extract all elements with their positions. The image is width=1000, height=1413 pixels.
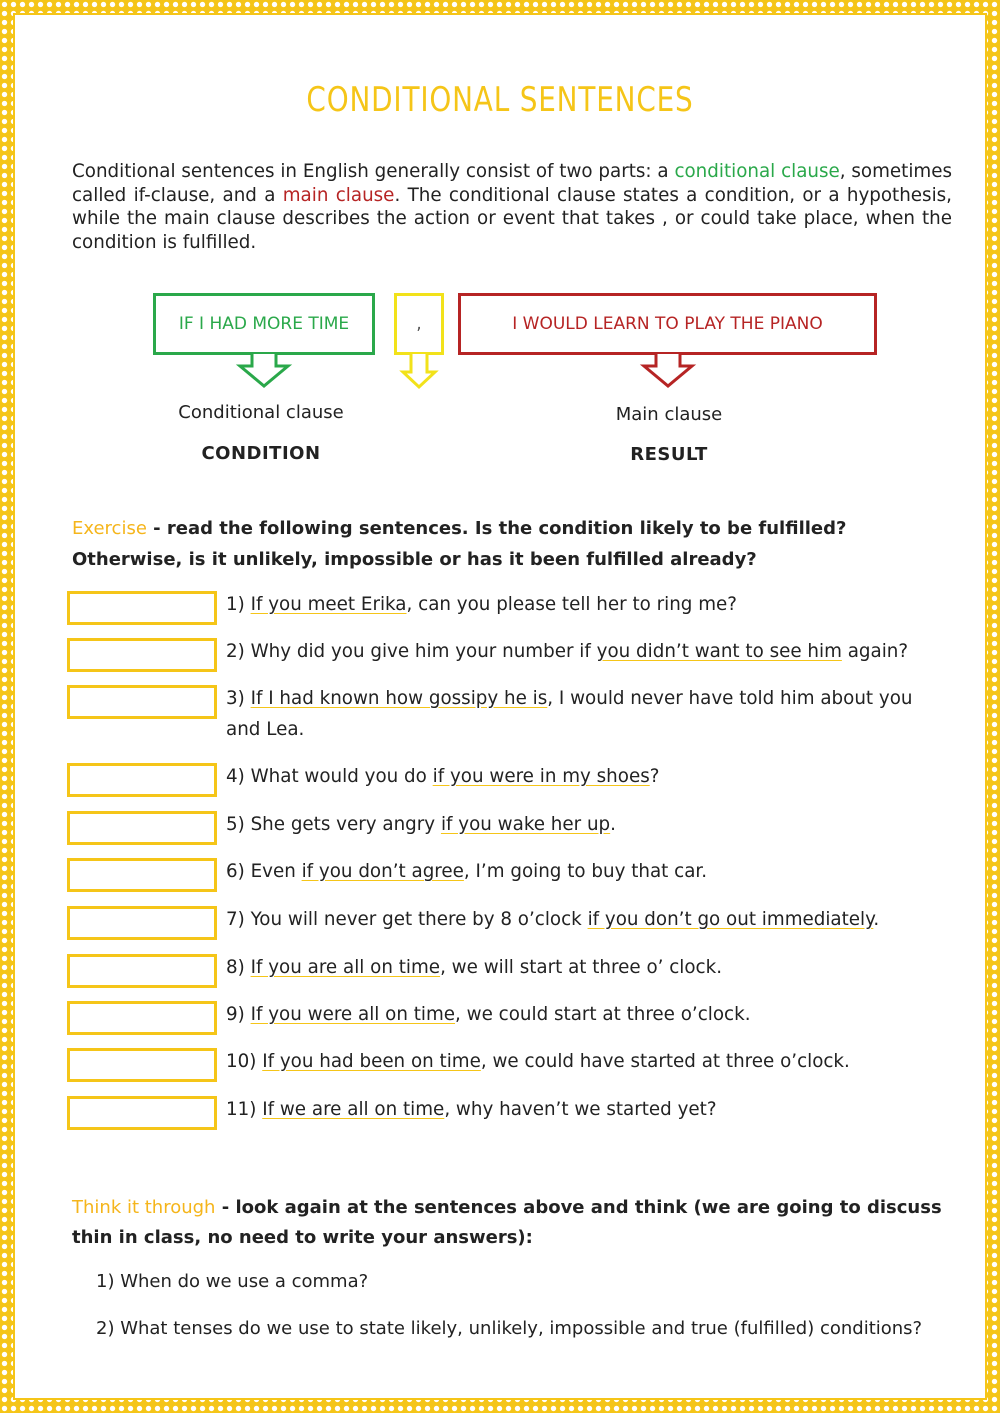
sentence-text: 8) — [226, 957, 251, 978]
condition-box: IF I HAD MORE TIME — [153, 293, 375, 355]
sentence-text: . — [610, 814, 616, 835]
sentence-text: 1) — [226, 594, 251, 615]
sentence-text: , we will start at three o’ clock. — [440, 957, 723, 978]
answer-input-11[interactable] — [67, 1096, 217, 1130]
sentence-text: , I’m going to buy that car. — [463, 861, 708, 882]
think-instruction-text: - look again at the sentences above and think (we are going to discuss thin in class, no need to write your answers): — [72, 1197, 942, 1248]
conditional-clause-label: Conditional clause — [178, 402, 344, 423]
intro-text-1: Conditional sentences in English generally consist of two parts: a — [72, 161, 675, 182]
exercise-sentence-7 — [226, 904, 946, 935]
think-question-1: 1) When do we use a comma? — [96, 1271, 369, 1292]
sentence-text: ? — [649, 766, 660, 787]
red-down-arrow-icon — [644, 354, 692, 386]
exercise-label: Exercise — [72, 518, 147, 539]
sentence-text: , why haven’t we started yet? — [444, 1099, 717, 1120]
answer-input-10[interactable] — [67, 1048, 217, 1082]
if-clause-underlined: If we are all on time — [262, 1099, 445, 1120]
answer-input-4[interactable] — [67, 763, 217, 797]
if-clause-underlined: If you meet Erika — [250, 594, 407, 615]
result-caps-label: RESULT — [630, 444, 708, 465]
if-clause-underlined: If you had been on time — [262, 1051, 481, 1072]
conditional-clause-term: conditional clause — [674, 161, 840, 182]
sentence-text: 2) Why did you give him your number if — [226, 641, 597, 662]
sentence-text: , we could start at three o’clock. — [455, 1004, 751, 1025]
condition-caps-label: CONDITION — [201, 443, 321, 464]
think-question-2: 2) What tenses do we use to state likely, unlikely, impossible and true (fulfilled) conditions? — [96, 1318, 923, 1339]
exercise-sentence-2 — [226, 636, 946, 667]
exercise-sentence-8 — [226, 952, 946, 983]
intro-text-2: , sometimes called if-clause, and a — [72, 161, 952, 206]
sentence-text: 6) Even — [226, 861, 302, 882]
main-clause-term: main clause — [282, 184, 395, 206]
exercise-sentence-1 — [226, 589, 946, 620]
answer-input-3[interactable] — [67, 685, 217, 719]
answer-input-6[interactable] — [67, 858, 217, 892]
if-clause-underlined: if you don’t go out immediately — [587, 909, 874, 930]
yellow-down-arrow-icon — [403, 354, 435, 387]
intro-text-3: . The conditional clause states a condition, or a hypothesis, while the main clause describes the action or event that takes , or could take place, when the condition is fulfilled. — [72, 184, 952, 253]
if-clause-underlined: you didn’t want to see him — [596, 641, 842, 662]
exercise-sentence-4 — [226, 761, 946, 792]
exercise-sentence-10 — [226, 1046, 946, 1077]
think-instructions — [72, 1193, 952, 1253]
sentence-text: 5) She gets very angry — [226, 814, 441, 835]
sentence-text: . — [873, 909, 880, 930]
if-clause-underlined: if you were in my shoes — [432, 766, 650, 787]
comma-box: , — [394, 293, 444, 355]
sentence-text: 10) — [226, 1051, 263, 1072]
exercise-instructions — [72, 513, 952, 575]
main-clause-label: Main clause — [615, 404, 723, 425]
if-clause-underlined: If you are all on time — [250, 957, 441, 978]
answer-input-1[interactable] — [67, 591, 217, 625]
page-title: CONDITIONAL SENTENCES — [306, 80, 694, 120]
sentence-text: 4) What would you do — [226, 766, 433, 787]
sentence-text: , I would never have told him about you and Lea. — [226, 688, 913, 740]
if-clause-underlined: if you wake her up — [440, 814, 611, 835]
sentence-text: 7) You will never get there by 8 o’clock — [226, 909, 588, 930]
sentence-text: 11) — [226, 1099, 263, 1120]
answer-input-5[interactable] — [67, 811, 217, 845]
sentence-text: , we could have started at three o’clock. — [480, 1051, 850, 1072]
exercise-sentence-6 — [226, 856, 946, 887]
if-clause-underlined: If you were all on time — [250, 1004, 456, 1025]
if-clause-underlined: if you don’t agree — [301, 861, 464, 882]
answer-input-2[interactable] — [67, 638, 217, 672]
sentence-text: , can you please tell her to ring me? — [406, 594, 737, 615]
green-down-arrow-icon — [240, 354, 288, 386]
sentence-text: 3) — [226, 688, 251, 709]
answer-input-9[interactable] — [67, 1001, 217, 1035]
if-clause-underlined: If I had known how gossipy he is — [250, 688, 548, 709]
result-box: I WOULD LEARN TO PLAY THE PIANO — [458, 293, 877, 355]
sentence-text: 9) — [226, 1004, 251, 1025]
sentence-text: again? — [841, 641, 909, 662]
diagram-arrows — [0, 0, 1000, 400]
exercise-sentence-3 — [226, 683, 946, 745]
exercise-instruction-text: - read the following sentences. Is the condition likely to be fulfilled? Otherwise, is it unlikely, impossible or has it been fulfilled already? — [72, 518, 847, 570]
answer-input-8[interactable] — [67, 954, 217, 988]
answer-input-7[interactable] — [67, 906, 217, 940]
exercise-sentence-11 — [226, 1094, 946, 1125]
exercise-sentence-5 — [226, 809, 946, 840]
think-label: Think it through — [72, 1197, 216, 1218]
exercise-sentence-9 — [226, 999, 946, 1030]
